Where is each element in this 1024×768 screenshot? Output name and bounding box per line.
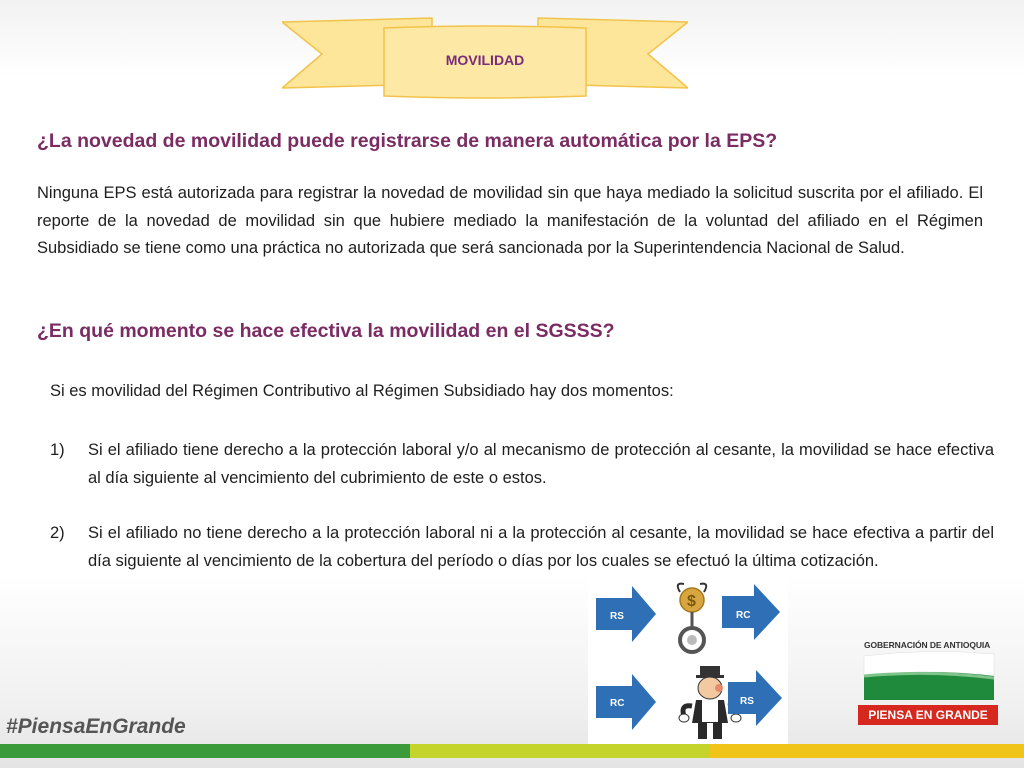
question-heading-1: ¿La novedad de movilidad puede registrarse de manera automática por la EPS?: [37, 130, 778, 152]
gobernacion-logo: [858, 632, 1000, 727]
footer-color-bar: [0, 744, 1024, 758]
logo-slogan: PIENSA EN GRANDE: [858, 705, 998, 725]
intro-text: Si es movilidad del Régimen Contributivo al Régimen Subsidiado hay dos momentos:: [50, 382, 674, 400]
question-heading-2: ¿En qué momento se hace efectiva la movilidad en el SGSSS?: [37, 320, 615, 342]
title-banner: [282, 14, 688, 104]
banner-title: MOVILIDAD: [445, 52, 525, 68]
arrow-rs-top: [596, 586, 656, 642]
svg-text:$: $: [687, 593, 696, 610]
list-number: 2): [50, 524, 65, 542]
arrow-label: RC: [736, 610, 751, 621]
arrow-label: RS: [740, 696, 754, 707]
mobility-illustration: [588, 578, 788, 746]
arrow-label: RS: [610, 611, 624, 622]
footer-bar-green: [0, 744, 410, 758]
flag-wave-icon: [858, 632, 1000, 702]
list-item: [50, 520, 994, 575]
arrow-rc-top: [722, 584, 780, 640]
list-number: 1): [50, 441, 65, 459]
list-text: Si el afiliado no tiene derecho a la protección laboral ni a la protección al cesante, la movilidad se hace efectiva a partir del día siguiente al vencimiento de la cobertura del período o días por los cuales se efectuó la última cotización.: [88, 524, 994, 570]
logo-title: GOBERNACIÓN DE ANTIOQUIA: [864, 640, 991, 650]
footer-bar-lime: [410, 744, 710, 758]
arrow-label: RC: [610, 698, 625, 709]
arrow-rc-bottom: [596, 674, 656, 730]
hashtag-label: #PiensaEnGrande: [6, 715, 186, 738]
list-text: Si el afiliado tiene derecho a la protección laboral y/o al mecanismo de protección al cesante, la movilidad se hace efectiva al día siguiente al vencimiento del cubrimiento de este o estos.: [88, 441, 994, 487]
answer-paragraph-1: Ninguna EPS está autorizada para registrar la novedad de movilidad sin que haya mediado la solicitud suscrita por el afiliado. El reporte de la novedad de movilidad sin que hubiere mediado la manifestación de la voluntad del afiliado en el Régimen Subsidiado se tiene como una práctica no autorizada que será sancionada por la Superintendencia Nacional de Salud.: [37, 184, 983, 257]
list-item: [50, 437, 994, 492]
stethoscope-dollar-icon: [678, 584, 707, 652]
footer-bar-yellow: [710, 744, 1024, 758]
